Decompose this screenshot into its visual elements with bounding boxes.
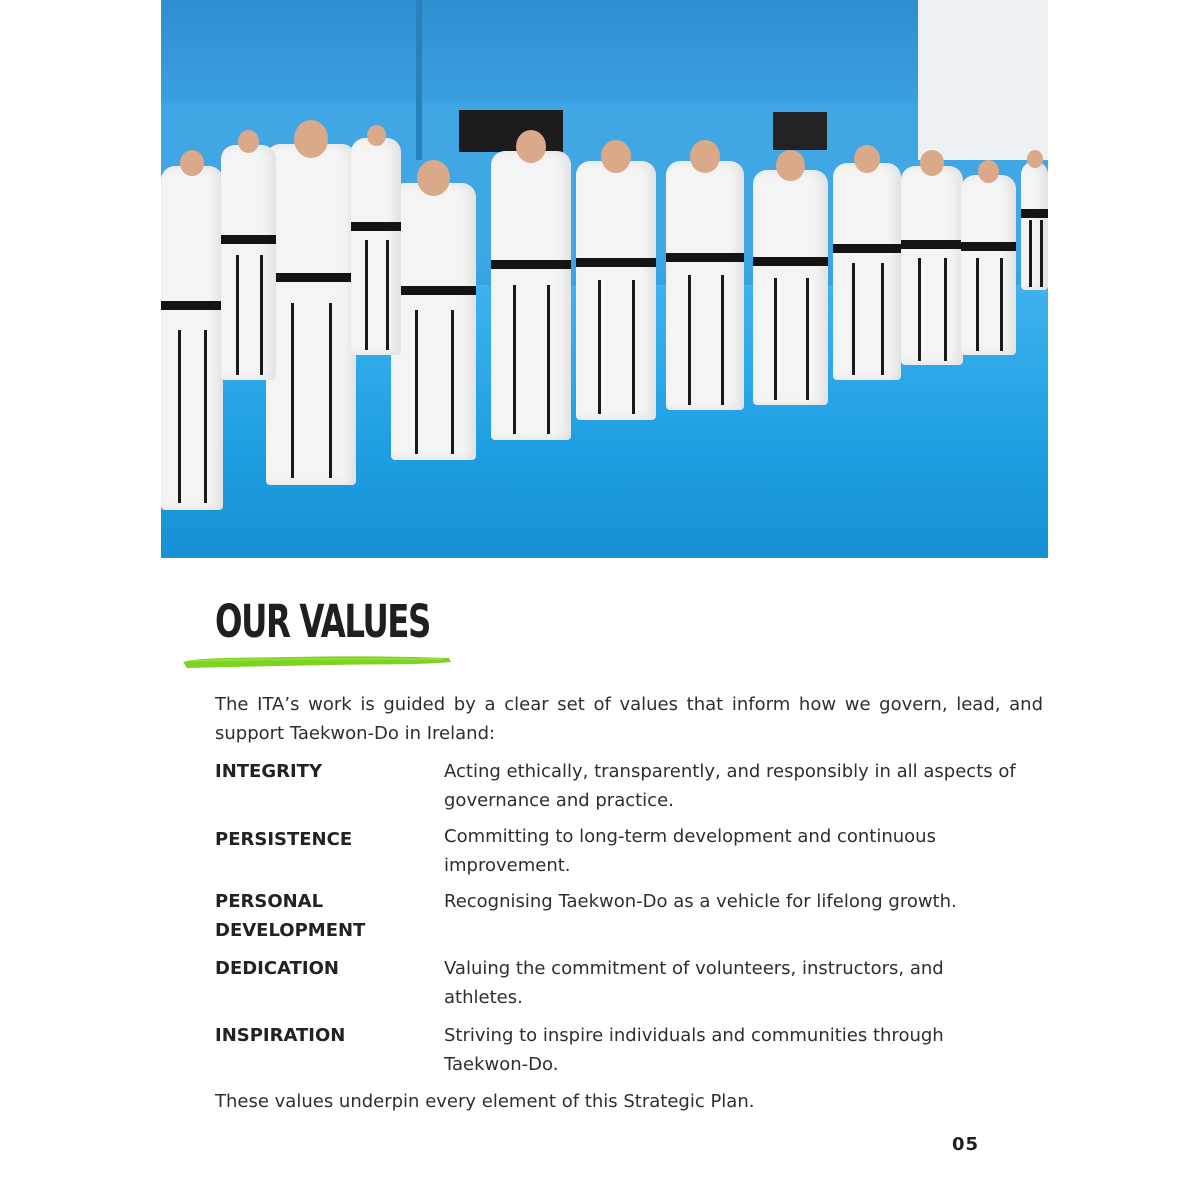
practitioner-head	[854, 145, 880, 173]
dobok-stripe	[721, 275, 724, 405]
dobok-stripe	[204, 330, 207, 503]
dobok-stripe	[598, 280, 601, 414]
practitioner-figure	[221, 130, 276, 380]
practitioner-head	[180, 150, 204, 176]
practitioner-head	[417, 160, 449, 196]
dobok-stripe	[236, 255, 239, 375]
dobok-stripe	[1000, 258, 1003, 352]
practitioner-figure	[901, 150, 963, 365]
practitioner-head	[294, 120, 328, 158]
wall-screen	[773, 112, 827, 150]
wall-stripe	[416, 0, 422, 160]
dobok-stripe	[881, 263, 884, 376]
dobok-stripe	[451, 310, 454, 454]
practitioner-head	[920, 150, 944, 176]
black-belt	[221, 235, 276, 244]
practitioner-dobok	[351, 138, 401, 355]
value-term: PERSISTENCE	[215, 829, 353, 850]
page-number: 05	[952, 1134, 980, 1155]
closing-statement: These values underpin every element of this Strategic Plan.	[215, 1091, 755, 1112]
black-belt	[491, 260, 571, 269]
practitioner-figure	[753, 150, 828, 405]
black-belt	[576, 258, 656, 267]
black-belt	[391, 286, 476, 295]
dobok-stripe	[852, 263, 855, 376]
value-description: Striving to inspire individuals and communities through Taekwon-Do.	[444, 1025, 944, 1075]
black-belt	[351, 222, 401, 231]
value-term: INTEGRITY	[215, 761, 322, 782]
dobok-stripe	[415, 310, 418, 454]
practitioner-figure	[961, 160, 1016, 355]
practitioner-head	[978, 160, 999, 183]
dobok-stripe	[918, 258, 921, 361]
practitioner-head	[690, 140, 720, 173]
dobok-stripe	[260, 255, 263, 375]
dobok-stripe	[944, 258, 947, 361]
practitioner-dobok	[491, 151, 571, 440]
practitioner-figure	[833, 145, 901, 380]
black-belt	[753, 257, 828, 266]
practitioner-dobok	[666, 161, 744, 410]
value-description: Valuing the commitment of volunteers, instructors, and athletes.	[444, 958, 944, 1008]
practitioner-figure	[666, 140, 744, 410]
black-belt	[901, 240, 963, 249]
practitioner-dobok	[833, 163, 901, 380]
black-belt	[833, 244, 901, 253]
black-belt	[1021, 209, 1048, 218]
dobok-stripe	[513, 285, 516, 434]
black-belt	[666, 253, 744, 262]
practitioner-dobok	[161, 166, 223, 510]
practitioner-dobok	[901, 166, 963, 365]
dobok-stripe	[365, 240, 368, 350]
practitioner-head	[238, 130, 259, 153]
practitioner-figure	[161, 150, 223, 510]
practitioner-dobok	[576, 161, 656, 420]
practitioner-figure	[391, 160, 476, 460]
value-description: Committing to long-term development and continuous improvement.	[444, 826, 936, 876]
dobok-stripe	[386, 240, 389, 350]
brush-underline	[181, 653, 453, 671]
wall-panel	[918, 0, 1048, 160]
practitioner-head	[776, 150, 805, 181]
black-belt	[961, 242, 1016, 251]
dobok-stripe	[806, 278, 809, 400]
intro-paragraph: The ITA’s work is guided by a clear set of values that inform how we govern, lead, and support Taekwon-Do in Ireland:	[215, 694, 1043, 744]
value-term: DEDICATION	[215, 958, 339, 979]
value-term: INSPIRATION	[215, 1025, 346, 1046]
dobok-stripe	[291, 303, 294, 478]
dobok-stripe	[688, 275, 691, 405]
practitioner-dobok	[221, 145, 276, 380]
dobok-stripe	[329, 303, 332, 478]
value-description: Acting ethically, transparently, and responsibly in all aspects of governance and practice.	[444, 761, 1016, 811]
practitioner-figure	[576, 140, 656, 420]
dobok-stripe	[774, 278, 777, 400]
practitioner-dobok	[753, 170, 828, 405]
dobok-stripe	[1029, 220, 1032, 287]
practitioner-figure	[351, 125, 401, 355]
practitioner-figure	[491, 130, 571, 440]
practitioner-head	[367, 125, 386, 146]
practitioner-dobok	[391, 183, 476, 460]
practitioner-figure	[1021, 150, 1048, 290]
practitioner-head	[1027, 150, 1043, 168]
dobok-stripe	[178, 330, 181, 503]
dobok-stripe	[976, 258, 979, 352]
practitioner-figure	[266, 120, 356, 485]
page-title: OUR VALUES	[215, 595, 430, 648]
practitioner-dobok	[266, 144, 356, 485]
value-description: Recognising Taekwon-Do as a vehicle for lifelong growth.	[444, 891, 957, 912]
dobok-stripe	[547, 285, 550, 434]
dobok-stripe	[632, 280, 635, 414]
value-term: PERSONAL DEVELOPMENT	[215, 891, 366, 941]
practitioner-dobok	[961, 175, 1016, 355]
hero-photo-taekwondo-group	[161, 0, 1048, 558]
dobok-stripe	[1040, 220, 1043, 287]
practitioner-dobok	[1021, 161, 1048, 290]
black-belt	[161, 301, 223, 310]
black-belt	[266, 273, 356, 282]
